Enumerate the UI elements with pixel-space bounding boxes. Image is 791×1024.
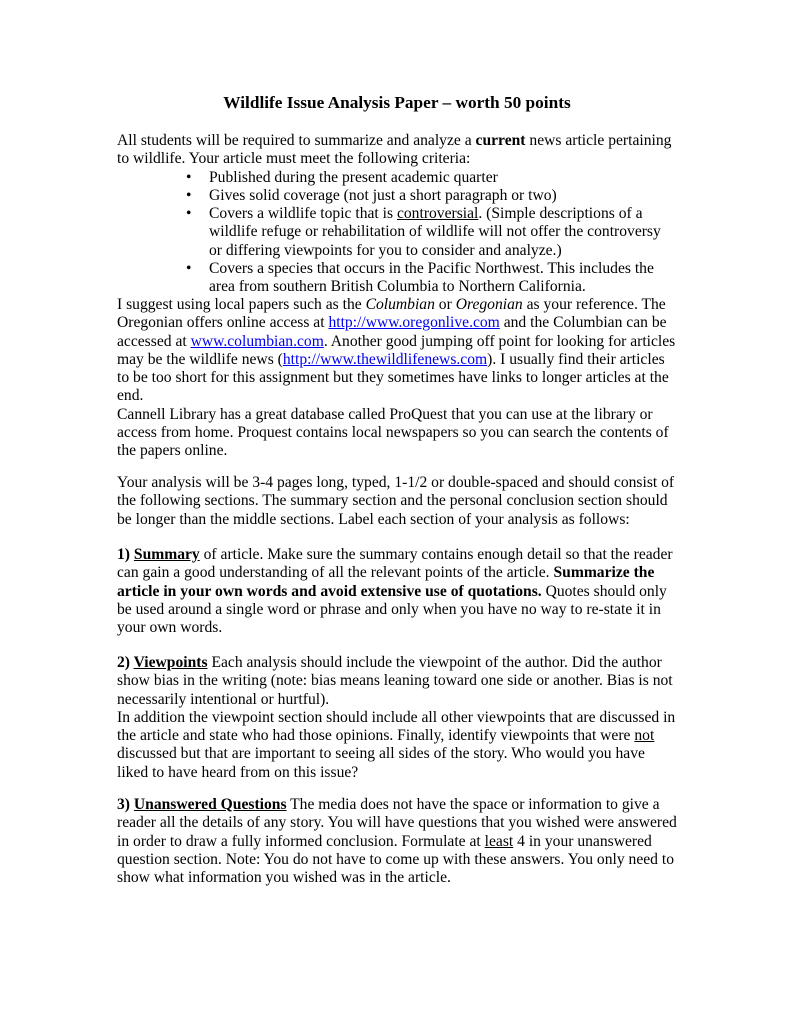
viewpoints-text: In addition the viewpoint section should include all other viewpoints that are discussed in the article and state who had those opinions. Finally, identify viewpoints that were (117, 708, 676, 745)
section-number: 1) (117, 546, 134, 563)
papers-text: . Another good jumping off point for looking for articles may be the wildlife news ( (117, 332, 676, 368)
intro-text-2: news article pertaining to wildlife. Your article must meet the following criteria: (117, 132, 672, 168)
viewpoints-heading: Viewpoints (133, 654, 208, 671)
page-title: Wildlife Issue Analysis Paper – worth 50 points (223, 93, 571, 112)
papers-section (117, 296, 677, 461)
papers-text: ). I usually find their articles to be too short for this assignment but they sometimes have links to longer articles at the end. (117, 350, 669, 405)
intro-paragraph (117, 132, 677, 169)
unanswered-questions-heading: Unanswered Questions (133, 796, 287, 813)
criteria-item (117, 260, 677, 297)
criteria-list (117, 169, 677, 297)
bullet-icon: • (186, 205, 192, 223)
intro-bold-current: current (475, 132, 526, 149)
viewpoints-paragraph-2 (117, 709, 677, 782)
papers-paragraph (117, 296, 677, 406)
summary-heading: Summary (133, 546, 200, 563)
bullet-icon: • (186, 168, 192, 186)
papers-text: or (434, 296, 456, 313)
oregonlive-link[interactable]: http://www.oregonlive.com (328, 314, 500, 332)
criteria-underline-controversial: controversial (396, 205, 479, 223)
paper-name-columbian: Columbian (365, 296, 435, 313)
section-number: 2) (117, 654, 134, 671)
unanswered-text: 4 in your unanswered question section. Note: You do not have to come up with these answers. You only need to show what information you wished was in the article. (117, 832, 674, 887)
columbian-link[interactable]: www.columbian.com (190, 332, 324, 350)
viewpoints-paragraph (117, 654, 677, 709)
summary-paragraph (117, 546, 677, 637)
criteria-text: Covers a species that occurs in the Pacific Northwest. This includes the area from southern British Columbia to Northern California. (209, 260, 654, 296)
viewpoints-text: Each analysis should include the viewpoint of the author. Did the author show bias in the writing (note: bias means leaning toward one side or another. Bias is not necessarily intentional or hurtful). (117, 654, 673, 708)
unanswered-underline-least: least (484, 832, 514, 850)
bullet-icon: • (186, 186, 192, 204)
papers-text: I suggest using local papers such as the (117, 296, 366, 313)
criteria-item (117, 169, 677, 187)
library-paragraph: Cannell Library has a great database called ProQuest that you can use at the library or access from home. Proquest contains local newspapers so you can search the contents of the papers online. (117, 405, 669, 460)
section-number: 3) (117, 796, 134, 813)
summary-section (117, 546, 677, 637)
viewpoints-underline-not: not (634, 727, 655, 745)
viewpoints-section (117, 654, 677, 782)
unanswered-paragraph (117, 796, 677, 887)
paper-name-oregonian: Oregonian (455, 296, 523, 313)
criteria-text: Published during the present academic quarter (209, 168, 498, 186)
papers-text: and the Columbian can be accessed at (117, 314, 667, 350)
criteria-text: Covers a wildlife topic that is (209, 205, 397, 223)
analysis-section (117, 474, 677, 529)
bullet-icon: • (186, 260, 192, 278)
viewpoints-text: discussed but that are important to seeing all sides of the story. Who would you have liked to have heard from on this issue? (117, 745, 645, 781)
criteria-text: . (Simple descriptions of a wildlife refuge or rehabilitation of wildlife will not offer the controversy or differing viewpoints for you to consider and analyze.) (209, 205, 661, 259)
summary-bold-instruction: Summarize the article in your own words and avoid extensive use of quotations. (117, 564, 655, 600)
summary-text: of article. Make sure the summary contains enough detail so that the reader can gain a good understanding of all the relevant points of the article. (117, 546, 673, 582)
summary-text: Quotes should only be used around a single word or phrase and only when you have no way to re-state it in your own words. (117, 582, 667, 637)
wildlifenews-link[interactable]: http://www.thewildlifenews.com (282, 350, 488, 368)
papers-text: as your reference. The Oregonian offers online access at (117, 296, 666, 332)
criteria-item (117, 187, 677, 205)
unanswered-text: The media does not have the space or information to give a reader all the details of any story. You will have questions that you wished were answered in order to draw a fully informed conclusion. Formulate at (117, 796, 677, 850)
intro-section (117, 132, 677, 297)
criteria-item (117, 205, 677, 260)
intro-text-1: All students will be required to summarize and analyze a (117, 132, 476, 149)
analysis-paragraph: Your analysis will be 3-4 pages long, typed, 1-1/2 or double-spaced and should consist of the following sections. The summary section and the personal conclusion section should be longer than the middle sections. Label each section of your analysis as follows: (117, 474, 675, 528)
unanswered-questions-section (117, 796, 677, 887)
criteria-text: Gives solid coverage (not just a short paragraph or two) (209, 186, 557, 204)
